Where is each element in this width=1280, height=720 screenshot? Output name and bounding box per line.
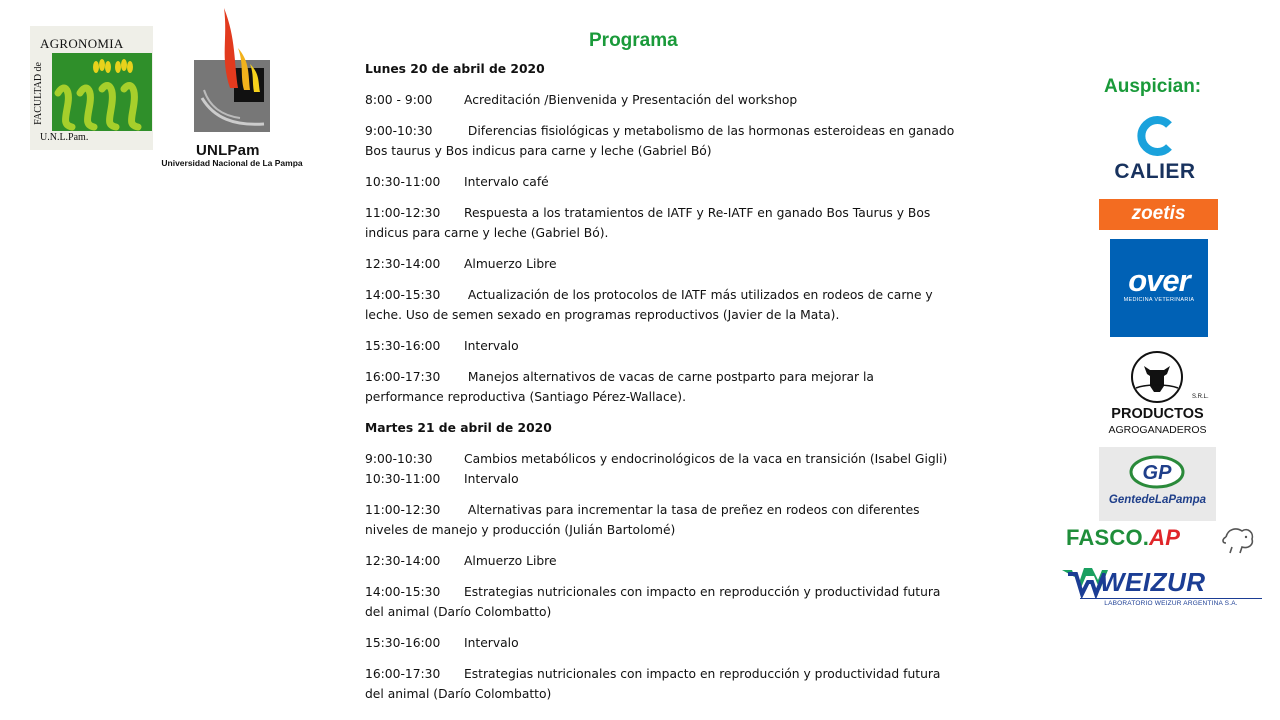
- weizur-logo: [1062, 566, 1262, 610]
- unlpam-name: UNLPam: [196, 142, 260, 159]
- schedule-item: [365, 664, 955, 704]
- weizur-name: WEIZUR: [1100, 567, 1206, 597]
- schedule-time: 8:00 - 9:00: [365, 93, 433, 107]
- schedule-item: [365, 469, 955, 489]
- fasco-ap-logo: [1066, 521, 1261, 561]
- schedule-item: [365, 121, 955, 161]
- wheat-emblem-icon: [52, 53, 152, 131]
- schedule-description: Acreditación /Bienvenida y Presentación del workshop: [464, 93, 798, 107]
- cow-icon: [1130, 350, 1184, 404]
- schedule-time: 9:00-10:30: [365, 124, 433, 138]
- schedule-description: Cambios metabólicos y endocrinológicos de la vaca en transición (Isabel Gigli): [464, 452, 948, 466]
- schedule-item: [365, 449, 955, 469]
- agronomia-logo: [30, 26, 153, 150]
- svg-text:GP: GP: [1142, 462, 1172, 484]
- schedule-description: Estrategias nutricionales con impacto en reproducción y productividad futura del animal (Darío Colombatto): [365, 667, 941, 701]
- schedule-item: [365, 367, 955, 407]
- program-schedule: [365, 59, 955, 704]
- schedule-item: [365, 582, 955, 622]
- schedule-item: [365, 500, 955, 540]
- schedule-time: 9:00-10:30: [365, 452, 433, 466]
- sponsors-title: Auspician:: [1104, 76, 1202, 97]
- schedule-description: Estrategias nutricionales con impacto en reproducción y productividad futura del animal (Darío Colombatto): [365, 585, 941, 619]
- program-title: Programa: [589, 30, 678, 51]
- flame-emblem-icon: [194, 8, 270, 138]
- productos-subtitle: AGROGANADEROS: [1108, 424, 1207, 436]
- schedule-description: Almuerzo Libre: [464, 257, 557, 271]
- schedule-item: [365, 203, 955, 243]
- over-subtitle: MEDICINA VETERINARIA: [1123, 297, 1195, 303]
- schedule-description: Alternativas para incrementar la tasa de preñez en rodeos con diferentes niveles de manejo y producción (Julián Bartolomé): [365, 503, 920, 537]
- productos-srl: S.R.L.: [1192, 394, 1209, 400]
- schedule-description: Intervalo: [464, 636, 519, 650]
- over-name: over: [1128, 263, 1190, 298]
- schedule-time: 10:30-11:00: [365, 175, 441, 189]
- unlpam-subtitle: Universidad Nacional de La Pampa: [161, 158, 303, 168]
- calier-logo: [1105, 116, 1205, 186]
- schedule-description: Manejos alternativos de vacas de carne postparto para mejorar la performance reproductiva (Santiago Pérez-Wallace).: [365, 370, 874, 404]
- schedule-description: Actualización de los protocolos de IATF más utilizados en rodeos de carne y leche. Uso de semen sexado en programas reproductivos (Javier de la Mata).: [365, 288, 933, 322]
- schedule-time: 15:30-16:00: [365, 339, 441, 353]
- schedule-item: [365, 633, 955, 653]
- schedule-time: 16:00-17:30: [365, 370, 441, 384]
- schedule-time: 12:30-14:00: [365, 257, 441, 271]
- calier-c-icon: [1137, 116, 1175, 156]
- schedule-description: Intervalo: [464, 472, 519, 486]
- productos-name: PRODUCTOS: [1111, 406, 1204, 422]
- agronomia-logo-side-text: FACULTAD de: [33, 62, 44, 125]
- fasco-name: FASCO.AP: [1066, 525, 1181, 550]
- agronomia-logo-title: AGRONOMIA: [40, 36, 124, 51]
- day-heading: Martes 21 de abril de 2020: [365, 421, 552, 435]
- weizur-subtitle: LABORATORIO WEIZUR ARGENTINA S.A.: [1080, 598, 1262, 607]
- schedule-time: 16:00-17:30: [365, 667, 441, 681]
- day-heading: Lunes 20 de abril de 2020: [365, 62, 545, 76]
- gp-mark-icon: [1129, 455, 1185, 489]
- schedule-item: [365, 254, 955, 274]
- productos-agroganaderos-logo: [1100, 348, 1215, 438]
- calier-name: CALIER: [1114, 160, 1196, 183]
- schedule-description: Diferencias fisiológicas y metabolismo de las hormonas esteroideas en ganado Bos taurus y Bos indicus para carne y leche (Gabriel Bó): [365, 124, 955, 158]
- sheep-icon: [1220, 521, 1256, 557]
- schedule-item: [365, 172, 955, 192]
- schedule-item: [365, 90, 955, 110]
- schedule-description: Intervalo café: [464, 175, 549, 189]
- gente-name: GentedeLaPampa: [1108, 494, 1207, 506]
- over-logo: [1110, 239, 1208, 337]
- schedule-item: [365, 285, 955, 325]
- schedule-item: [365, 336, 955, 356]
- schedule-time: 14:00-15:30: [365, 288, 441, 302]
- schedule-time: 14:00-15:30: [365, 585, 441, 599]
- gente-de-la-pampa-logo: [1099, 447, 1216, 521]
- schedule-time: 10:30-11:00: [365, 472, 441, 486]
- agronomia-logo-subtitle: U.N.L.Pam.: [40, 132, 89, 143]
- schedule-time: 15:30-16:00: [365, 636, 441, 650]
- schedule-time: 12:30-14:00: [365, 554, 441, 568]
- schedule-description: Almuerzo Libre: [464, 554, 557, 568]
- schedule-time: 11:00-12:30: [365, 206, 441, 220]
- schedule-item: [365, 551, 955, 571]
- unlpam-logo: [152, 8, 312, 170]
- schedule-time: 11:00-12:30: [365, 503, 441, 517]
- zoetis-logo: zoetis: [1099, 199, 1218, 230]
- schedule-description: Intervalo: [464, 339, 519, 353]
- schedule-description: Respuesta a los tratamientos de IATF y Re-IATF en ganado Bos Taurus y Bos indicus para carne y leche (Gabriel Bó).: [365, 206, 931, 240]
